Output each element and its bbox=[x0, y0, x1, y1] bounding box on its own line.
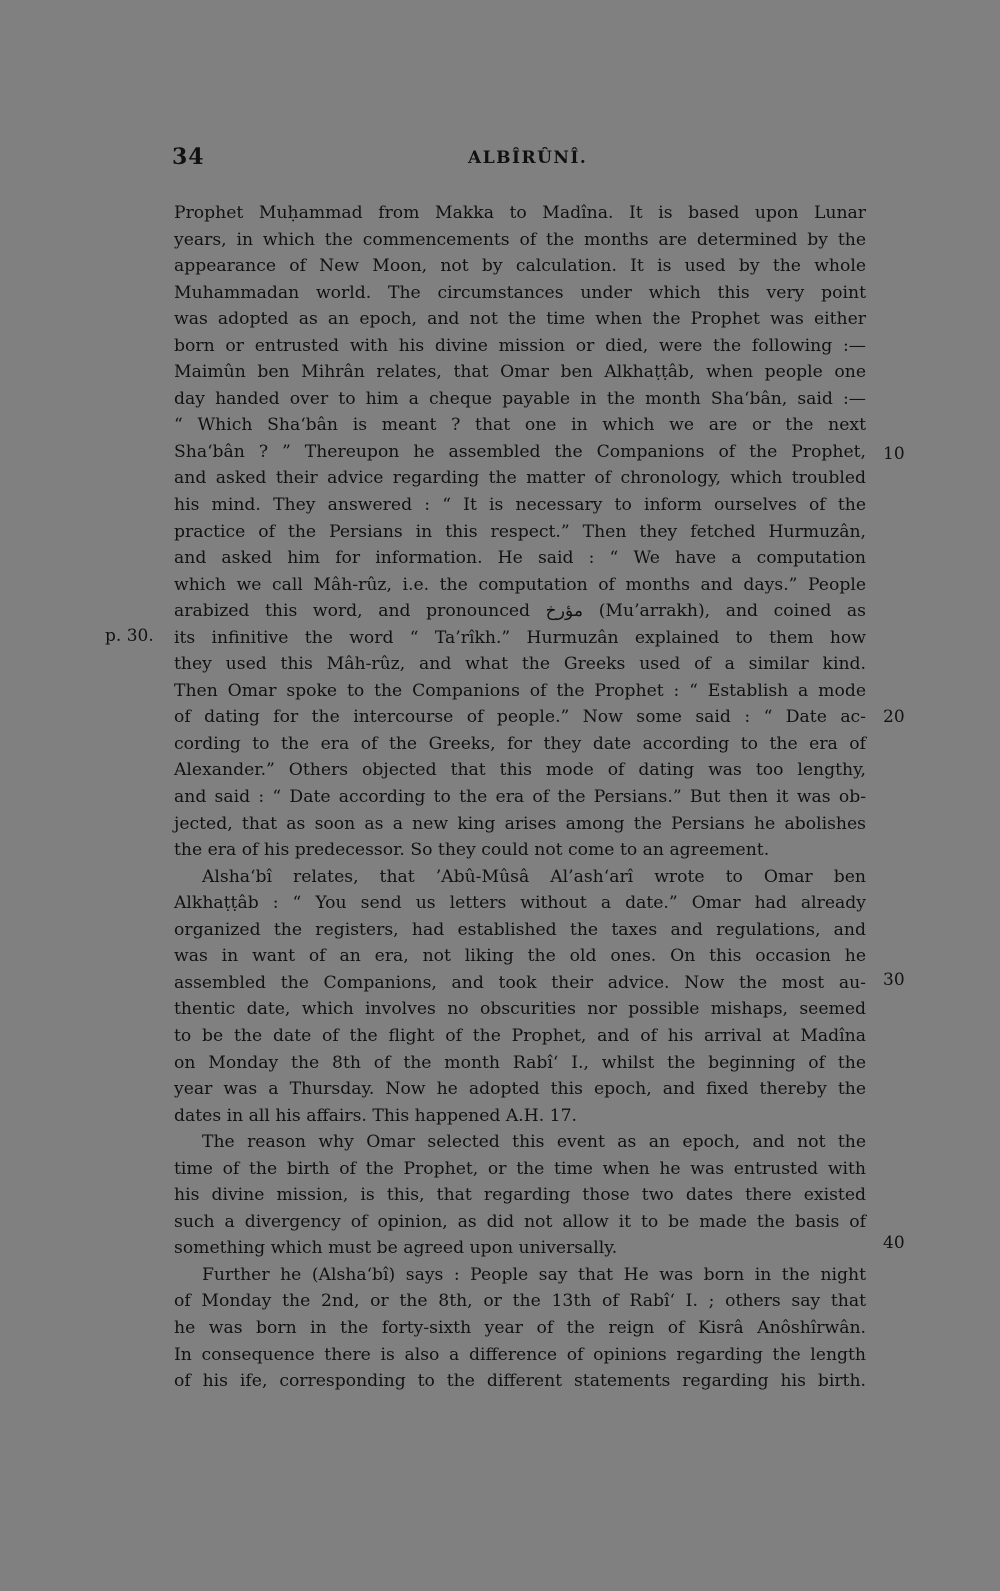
margin-page-reference: p. 30. bbox=[105, 626, 154, 646]
text-line: practice of the Persians in this respect.” Then they fetched Hurmuzân, bbox=[174, 521, 866, 542]
running-head: ALBÎRÛNÎ. bbox=[468, 148, 588, 168]
text-line: Muhammadan world. The circumstances under which this very point bbox=[174, 282, 866, 303]
text-line: was in want of an era, not liking the old ones. On this occasion he bbox=[174, 946, 866, 967]
text-line: and said : “ Date according to the era of the Persians.” But then it was ob- bbox=[174, 787, 866, 808]
text-line: his divine mission, is this, that regarding those two dates there existed bbox=[174, 1185, 866, 1206]
text-line: “ Which Sha‘bân is meant ? that one in which we are or the next bbox=[174, 415, 866, 436]
text-line: such a divergency of opinion, as did not allow it to be made the basis of bbox=[174, 1211, 866, 1232]
text-line: of Monday the 2nd, or the 8th, or the 13th of Rabî‘ I. ; others say that bbox=[174, 1291, 866, 1312]
text-line: born or entrusted with his divine mission or died, were the following :— bbox=[174, 335, 866, 356]
text-line: appearance of New Moon, not by calculation. It is used by the whole bbox=[174, 256, 866, 277]
text-line: jected, that as soon as a new king arises among the Persians he abolishes bbox=[174, 813, 866, 834]
text-line: and asked him for information. He said : “ We have a computation bbox=[174, 548, 866, 569]
line-number-20: 20 bbox=[883, 707, 905, 727]
text-line: of dating for the intercourse of people.” Now some said : “ Date ac- bbox=[174, 707, 866, 728]
text-line: they used this Mâh-rûz, and what the Greeks used of a similar kind. bbox=[174, 654, 866, 675]
text-line: was adopted as an epoch, and not the time when the Prophet was either bbox=[174, 309, 866, 330]
text-line: assembled the Companions, and took their advice. Now the most au- bbox=[174, 972, 866, 993]
text-line: Then Omar spoke to the Companions of the Prophet : “ Establish a mode bbox=[174, 680, 866, 701]
text-line: day handed over to him a cheque payable in the month Sha‘bân, said :— bbox=[174, 388, 866, 409]
line-number-30: 30 bbox=[883, 970, 905, 990]
text-line: Alsha‘bî relates, that ’Abû-Mûsâ Al’ash‘arî wrote to Omar ben bbox=[202, 866, 866, 887]
text-line: dates in all his affairs. This happened A.H. 17. bbox=[174, 1105, 577, 1126]
text-line: of his ife, corresponding to the different statements regarding his birth. bbox=[174, 1371, 866, 1392]
text-line: which we call Mâh-rûz, i.e. the computation of months and days.” People bbox=[174, 574, 866, 595]
body-text bbox=[174, 200, 866, 1395]
text-line: The reason why Omar selected this event as an epoch, and not the bbox=[202, 1132, 866, 1153]
text-line: thentic date, which involves no obscurities nor possible mishaps, seemed bbox=[174, 999, 866, 1020]
text-line: time of the birth of the Prophet, or the time when he was entrusted with bbox=[174, 1158, 866, 1179]
text-line: on Monday the 8th of the month Rabî‘ I., whilst the beginning of the bbox=[174, 1052, 866, 1073]
text-line: his mind. They answered : “ It is necessary to inform ourselves of the bbox=[174, 495, 866, 516]
text-line: and asked their advice regarding the matter of chronology, which troubled bbox=[174, 468, 866, 489]
text-line: Further he (Alsha‘bî) says : People say that He was born in the night bbox=[202, 1264, 866, 1285]
text-line: Prophet Muḥammad from Makka to Madîna. It is based upon Lunar bbox=[174, 203, 866, 223]
text-line: organized the registers, had established the taxes and regulations, and bbox=[174, 919, 866, 940]
text-line: Alkhaṭṭâb : “ You send us letters without a date.” Omar had already bbox=[174, 893, 866, 914]
text-line: year was a Thursday. Now he adopted this epoch, and fixed thereby the bbox=[174, 1079, 866, 1100]
text-line: years, in which the commencements of the months are determined by the bbox=[174, 229, 866, 250]
text-line: Sha‘bân ? ” Thereupon he assembled the Companions of the Prophet, bbox=[174, 441, 866, 462]
text-line: arabized this word, and pronounced مؤرخ (Mu’arrakh), and coined as bbox=[174, 601, 866, 622]
text-line: its infinitive the word “ Ta’rîkh.” Hurmuzân explained to them how bbox=[174, 627, 866, 648]
line-number-40: 40 bbox=[883, 1233, 905, 1253]
line-number-10: 10 bbox=[883, 444, 905, 464]
page-number: 34 bbox=[172, 144, 205, 170]
text-line: the era of his predecessor. So they could not come to an agreement. bbox=[174, 840, 770, 861]
text-line: Maimûn ben Mihrân relates, that Omar ben Alkhaṭṭâb, when people one bbox=[174, 362, 866, 383]
text-line: something which must be agreed upon universally. bbox=[174, 1238, 618, 1259]
text-line: to be the date of the flight of the Prophet, and of his arrival at Madîna bbox=[174, 1025, 866, 1046]
text-line: In consequence there is also a difference of opinions regarding the length bbox=[174, 1344, 866, 1365]
text-line: cording to the era of the Greeks, for they date according to the era of bbox=[174, 733, 866, 754]
text-line: Alexander.” Others objected that this mode of dating was too lengthy, bbox=[174, 760, 866, 781]
text-line: he was born in the forty-sixth year of the reign of Kisrâ Anôshîrwân. bbox=[174, 1317, 866, 1338]
